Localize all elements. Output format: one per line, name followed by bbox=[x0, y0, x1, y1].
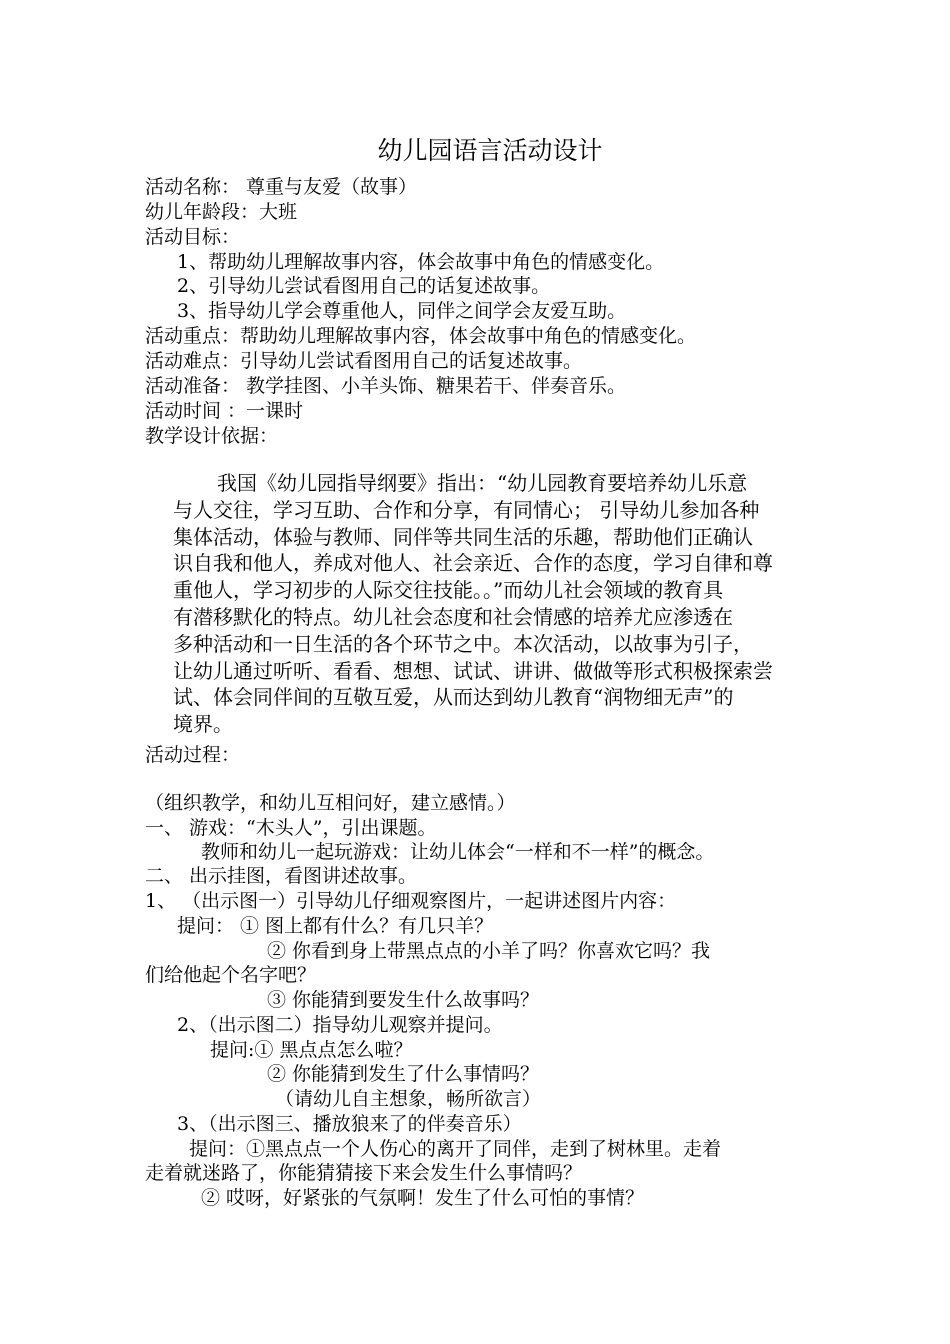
process-line: ② 哎呀，好紧张的气氛啊！发生了什么可怕的事情？ bbox=[201, 1187, 645, 1209]
age-group-line: 幼儿年龄段：大班 bbox=[145, 201, 298, 223]
document-title: 幼儿园语言活动设计 bbox=[377, 136, 603, 165]
process-line: （请幼儿自主想象，畅所欲言） bbox=[275, 1088, 542, 1110]
key-point-line: 活动重点：帮助幼儿理解故事内容，体会故事中角色的情感变化。 bbox=[145, 325, 697, 347]
process-line: 2、（出示图二）指导幼儿观察并提问。 bbox=[177, 1014, 503, 1036]
basis-paragraph-line: 多种活动和一日生活的各个环节之中。本次活动，以故事为引子， bbox=[173, 631, 753, 656]
goal-item: 3、指导幼儿学会尊重他人，同伴之间学会友爱互助。 bbox=[177, 300, 627, 322]
process-line: 提问:① 黑点点怎么啦？ bbox=[210, 1039, 413, 1061]
basis-paragraph-line: 试、体会同伴间的互敬互爱，从而达到幼儿教育“润物细无声”的 bbox=[173, 685, 734, 710]
basis-paragraph-line: 我国《幼儿园指导纲要》指出：“幼儿园教育要培养幼儿乐意 bbox=[217, 471, 748, 495]
goal-item: 2、引导幼儿尝试看图用自己的话复述故事。 bbox=[177, 275, 551, 297]
basis-paragraph-line: 与人交往，学习互助、合作和分享，有同情心； 引导幼儿参加各种 bbox=[173, 497, 760, 522]
basis-paragraph-line: 境界。 bbox=[173, 712, 233, 737]
process-line: ② 你看到身上带黑点点的小羊了吗？你喜欢它吗？我 bbox=[267, 940, 711, 962]
process-line: ② 你能猜到发生了什么事情吗？ bbox=[267, 1063, 540, 1085]
goals-heading: 活动目标： bbox=[145, 226, 241, 248]
goal-item: 1、帮助幼儿理解故事内容，体会故事中角色的情感变化。 bbox=[177, 251, 665, 273]
preparation-line: 活动准备： 教学挂图、小羊头饰、糖果若干、伴奏音乐。 bbox=[145, 375, 627, 397]
basis-paragraph-line: 识自我和他人，养成对他人、社会亲近、合作的态度，学习自律和尊 bbox=[173, 551, 773, 576]
process-line: 一、 游戏：“木头人”，引出课题。 bbox=[145, 817, 437, 839]
process-line: 提问： ① 图上都有什么？有几只羊？ bbox=[177, 915, 494, 937]
process-line: 教师和幼儿一起玩游戏：让幼儿体会“一样和不一样”的概念。 bbox=[201, 841, 715, 863]
process-line: （组织教学，和幼儿互相问好，建立感情。） bbox=[145, 792, 516, 814]
difficulty-line: 活动难点：引导幼儿尝试看图用自己的话复述故事。 bbox=[145, 350, 583, 372]
process-line: ③ 你能猜到要发生什么故事吗？ bbox=[267, 989, 540, 1011]
duration-line: 活动时间 ：一课时 bbox=[145, 400, 304, 422]
activity-name-line: 活动名称： 尊重与友爱（故事） bbox=[145, 176, 418, 198]
basis-paragraph-line: 重他人，学习初步的人际交往技能。。”而幼儿社会领域的教育具 bbox=[173, 578, 724, 603]
process-heading: 活动过程： bbox=[145, 744, 241, 766]
process-line: 3、（出示图三、播放狼来了的伴奏音乐） bbox=[177, 1113, 522, 1135]
process-line: 1、 （出示图一）引导幼儿仔细观察图片，一起讲述图片内容： bbox=[145, 890, 677, 912]
process-line: 提问：①黑点点一个人伤心的离开了同伴，走到了树林里。走着 bbox=[189, 1138, 722, 1160]
basis-paragraph-line: 集体活动，体验与教师、同伴等共同生活的乐趣，帮助他们正确认 bbox=[173, 524, 753, 549]
basis-paragraph-line: 让幼儿通过听听、看看、想想、试试、讲讲、做做等形式积极探索尝 bbox=[173, 658, 773, 683]
basis-heading: 教学设计依据： bbox=[145, 425, 279, 447]
process-line: 们给他起个名字吧？ bbox=[145, 964, 317, 986]
process-line: 走着就迷路了，你能猜猜接下来会发生什么事情吗？ bbox=[145, 1162, 583, 1184]
process-line: 二、 出示挂图，看图讲述故事。 bbox=[145, 865, 418, 887]
basis-paragraph-line: 有潜移默化的特点。幼儿社会态度和社会情感的培养尤应渗透在 bbox=[173, 605, 733, 629]
